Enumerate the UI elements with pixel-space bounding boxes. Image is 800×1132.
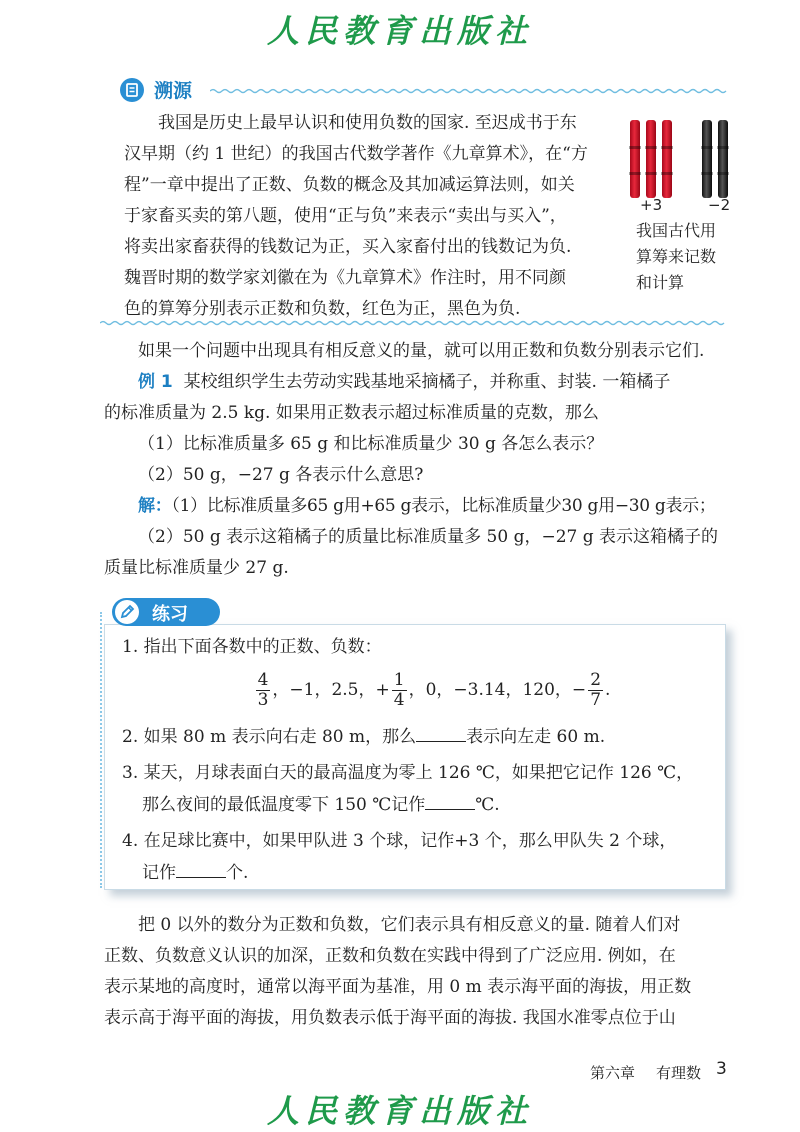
fraction: $\frac{2}{7}$ (590, 670, 602, 710)
exercise-header (112, 598, 220, 626)
example-line (104, 367, 734, 398)
exercise-q4-cont: 记作 个. (122, 858, 722, 888)
origin-line: 于家畜买卖的第八题，使用“正与负”来表示“卖出与买入”， (124, 206, 567, 226)
origin-text (124, 108, 624, 325)
answer-blank (416, 723, 466, 742)
example-question: （2）50 g，−27 g 各表示什么意思? (138, 465, 424, 485)
origin-line: 色的算筹分别表示正数和负数，红色为正，黑色为负. (124, 299, 521, 319)
exercise-q1: 1. 指出下面各数中的正数、负数： (122, 637, 382, 657)
example-text: 某校组织学生去劳动实践基地采摘橘子，并称重、封装. 一箱橘子 (183, 372, 671, 392)
footer-chapter: 第六章 (590, 1064, 636, 1082)
caption-line: 和计算 (636, 273, 685, 292)
closing-line: 表示某地的高度时，通常以海平面为基准，用 0 m 表示海平面的海拔，用正数 (104, 977, 692, 997)
rod-negative-label: −2 (708, 196, 731, 214)
black-rod (702, 120, 712, 198)
origin-line: 魏晋时期的数学家刘徽在为《九章算术》作注时，用不同颜 (124, 268, 566, 288)
red-rod (662, 120, 672, 198)
publisher-logo-top: 人民教育出版社 (266, 12, 533, 50)
exercise-number-list (122, 662, 722, 718)
caption-line: 我国古代用 (636, 221, 717, 240)
answer-blank (176, 859, 226, 878)
origin-title: 溯源 (154, 80, 193, 102)
exercise-q3: 3. 某天，月球表面白天的最高温度为零上 126 ℃，如果把它记作 126 ℃， (122, 763, 694, 783)
book-icon (120, 78, 144, 102)
exercise-q4: 4. 在足球比赛中，如果甲队进 3 个球，记作+3 个，那么甲队失 2 个球， (122, 831, 677, 851)
fraction: $\frac{4}{3}$ (257, 670, 269, 710)
solution-label: 解： (138, 496, 172, 516)
solution-line (104, 491, 734, 522)
origin-line: 将卖出家畜获得的钱数记为正，买入家畜付出的钱数记为负. (124, 237, 572, 257)
solution-line: （2）50 g 表示这箱橘子的质量比标准质量多 50 g，−27 g 表示这箱橘子的 (138, 527, 719, 547)
page-number: 3 (716, 1059, 727, 1079)
solution-text: （1）比标准质量多65 g用+65 g表示，比标准质量少30 g用−30 g表示； (171, 496, 716, 516)
example-question: （1）比标准质量多 65 g 和比标准质量少 30 g 各怎么表示？ (138, 434, 604, 454)
main-text (104, 336, 734, 584)
fraction: $\frac{1}{4}$ (393, 670, 405, 710)
closing-line: 正数、负数意义认识的加深，正数和负数在实践中得到了广泛应用. 例如，在 (104, 946, 676, 966)
exercise-content (122, 632, 722, 888)
footer-chapter-title: 有理数 (656, 1064, 702, 1082)
closing-line: 把 0 以外的数分为正数和负数，它们表示具有相反意义的量. 随着人们对 (138, 915, 681, 935)
example-line: 的标准质量为 2.5 kg. 如果用正数表示超过标准质量的克数，那么 (104, 403, 599, 423)
number-text: ，0，−3.14，120，− (408, 680, 587, 700)
closing-line: 表示高于海平面的海拔，用负数表示低于海平面的海拔. 我国水准零点位于山 (104, 1008, 676, 1028)
rod-positive-label: +3 (640, 196, 663, 214)
intro-paragraph: 如果一个问题中出现具有相反意义的量，就可以用正数和负数分别表示它们. (138, 341, 705, 361)
exercise-title: 练习 (152, 604, 188, 625)
origin-bottom-divider (100, 320, 728, 326)
example-label: 例 1 (138, 372, 173, 392)
exercise-q2: 2. 如果 80 m 表示向右走 80 m，那么 表示向左走 60 m. (122, 722, 722, 752)
closing-text (104, 910, 734, 1034)
red-rod (646, 120, 656, 198)
solution-line: 质量比标准质量少 27 g. (104, 558, 289, 578)
pencil-icon (115, 600, 139, 624)
origin-line: 我国是历史上最早认识和使用负数的国家. 至迟成书于东 (158, 113, 577, 133)
rod-caption (636, 218, 716, 296)
answer-blank (425, 791, 475, 810)
origin-top-divider (210, 88, 728, 94)
origin-line: 程”一章中提出了正数、负数的概念及其加减运算法则，如关 (124, 175, 575, 195)
exercise-q3-cont: 那么夜间的最低温度零下 150 ℃记作 ℃. (122, 790, 722, 820)
number-text: . (605, 680, 611, 700)
number-text: ，−1，2.5，+ (272, 680, 390, 700)
origin-line: 汉早期（约 1 世纪）的我国古代数学著作《九章算术》，在“方 (124, 144, 588, 164)
publisher-logo-bottom: 人民教育出版社 (266, 1092, 533, 1130)
red-rod (630, 120, 640, 198)
caption-line: 算筹来记数 (636, 247, 717, 266)
black-rod (718, 120, 728, 198)
